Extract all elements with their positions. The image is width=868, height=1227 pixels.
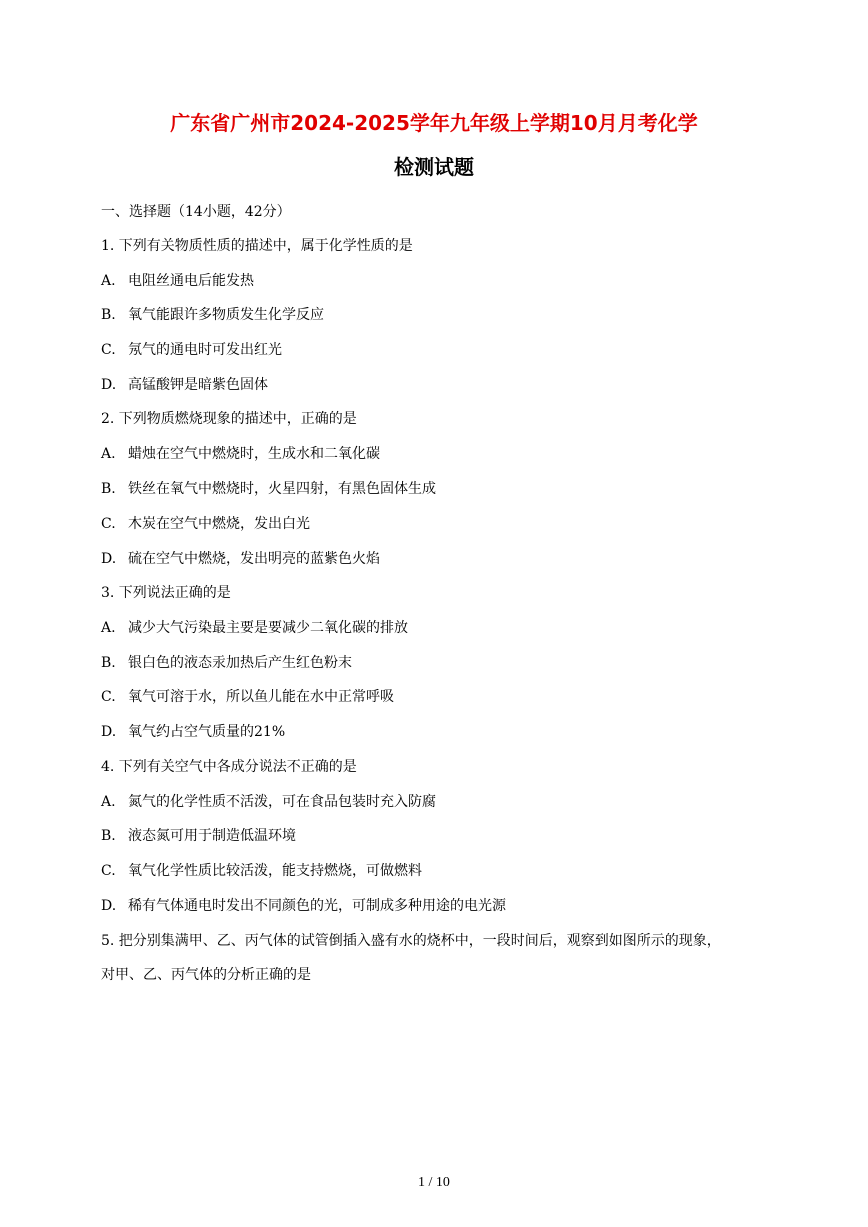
question-2-option-d: [101, 550, 380, 568]
question-4-stem: 4. 下列有关空气中各成分说法不正确的是: [101, 759, 357, 775]
option-letter: C.: [101, 342, 116, 358]
option-text: 木炭在空气中燃烧，发出白光: [128, 516, 310, 532]
option-letter: B.: [101, 307, 116, 323]
option-text: 稀有气体通电时发出不同颜色的光，可制成多种用途的电光源: [128, 898, 506, 914]
option-text: 氧气可溶于水，所以鱼儿能在水中正常呼吸: [128, 689, 394, 705]
option-letter: C.: [101, 516, 116, 532]
question-3-option-d: [101, 723, 285, 741]
option-letter: D.: [101, 898, 117, 914]
option-text: 氖气的通电时可发出红光: [128, 342, 282, 358]
option-text: 液态氮可用于制造低温环境: [128, 828, 296, 844]
option-text: 氧气能跟许多物质发生化学反应: [128, 307, 324, 323]
question-3-stem: 3. 下列说法正确的是: [101, 585, 231, 601]
option-text: 氮气的化学性质不活泼，可在食品包装时充入防腐: [128, 794, 436, 810]
option-text: 减少大气污染最主要是要减少二氧化碳的排放: [128, 620, 408, 636]
option-text: 银白色的液态汞加热后产生红色粉末: [128, 655, 352, 671]
section-heading: 一、选择题（14小题，42分）: [101, 204, 291, 220]
question-2-option-c: [101, 515, 310, 533]
option-letter: A.: [101, 794, 116, 810]
question-2-option-b: [101, 480, 436, 498]
option-letter: C.: [101, 689, 116, 705]
question-4-option-a: [101, 793, 436, 811]
question-1-option-a: [101, 272, 254, 290]
question-3-option-b: [101, 654, 352, 672]
question-2-stem: 2. 下列物质燃烧现象的描述中，正确的是: [101, 411, 357, 427]
option-letter: B.: [101, 481, 116, 497]
question-1-option-b: [101, 306, 324, 324]
question-4-option-c: [101, 862, 422, 880]
option-text: 铁丝在氧气中燃烧时，火星四射，有黑色固体生成: [128, 481, 436, 497]
question-4-option-b: [101, 827, 296, 845]
option-letter: D.: [101, 724, 117, 740]
option-text: 蜡烛在空气中燃烧时，生成水和二氧化碳: [128, 446, 380, 462]
option-letter: D.: [101, 377, 117, 393]
page-number: 1 / 10: [418, 1175, 450, 1190]
question-1-stem: 1. 下列有关物质性质的描述中，属于化学性质的是: [101, 238, 413, 254]
option-text: 电阻丝通电后能发热: [128, 273, 254, 289]
document-title: 广东省广州市2024-2025学年九年级上学期10月月考化学: [170, 111, 698, 135]
question-2-option-a: [101, 445, 380, 463]
question-4-option-d: [101, 897, 506, 915]
option-text: 硫在空气中燃烧，发出明亮的蓝紫色火焰: [128, 551, 380, 567]
option-text: 氧气约占空气质量的21%: [128, 724, 286, 740]
option-letter: A.: [101, 273, 116, 289]
option-text: 氧气化学性质比较活泼，能支持燃烧，可做燃料: [128, 863, 422, 879]
option-letter: A.: [101, 446, 116, 462]
question-1-option-d: [101, 376, 268, 394]
question-5-stem-line-1: 5. 把分别集满甲、乙、丙气体的试管倒插入盛有水的烧杯中，一段时间后，观察到如图所示的现象，: [101, 933, 721, 949]
option-letter: B.: [101, 828, 116, 844]
question-1-option-c: [101, 341, 282, 359]
question-3-option-a: [101, 619, 408, 637]
option-text: 高锰酸钾是暗紫色固体: [128, 377, 268, 393]
option-letter: A.: [101, 620, 116, 636]
option-letter: C.: [101, 863, 116, 879]
question-3-option-c: [101, 688, 394, 706]
option-letter: D.: [101, 551, 117, 567]
document-subtitle: 检测试题: [394, 155, 474, 179]
question-5-stem-line-2: 对甲、乙、丙气体的分析正确的是: [101, 967, 311, 983]
option-letter: B.: [101, 655, 116, 671]
